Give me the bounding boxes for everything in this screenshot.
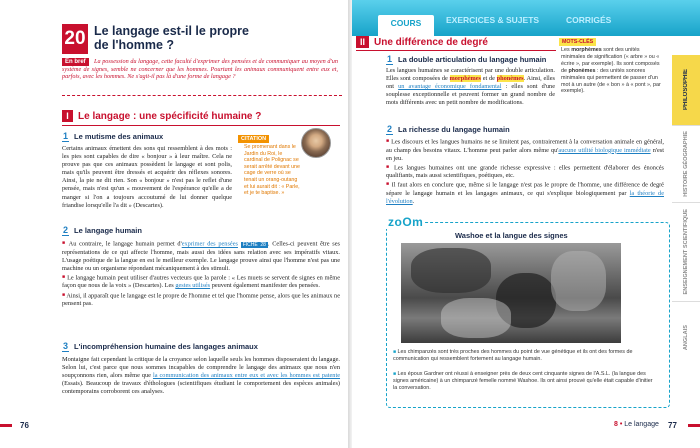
sub1-heading	[62, 131, 163, 142]
zoom-label: zoOm	[388, 215, 424, 229]
link-gestes[interactable]: gestes utilisés	[175, 282, 211, 290]
citation-box	[238, 128, 342, 216]
sub2-number: 2	[63, 225, 69, 235]
keyword-morphemes: morphèmes	[449, 75, 481, 83]
en-bref-label: En bref	[62, 58, 89, 66]
fiche-badge[interactable]: FICHE 28	[242, 241, 266, 248]
section-2-title: Une différence de degré	[374, 36, 488, 48]
side-tab-enseignement[interactable]: ENSEIGNEMENT SCIENTIFIQUE	[672, 202, 700, 301]
left-page-number: 76	[20, 421, 29, 430]
tab-cours[interactable]: COURS	[378, 15, 434, 36]
side-tab-anglais[interactable]: ANGLAIS	[672, 301, 700, 374]
sub2-text	[62, 240, 340, 308]
sub2-heading	[62, 225, 142, 236]
sub5-paragraph-2: ■ Les langues humaines ont une grande richesse expressive : elles permettent d'élaborer des énoncés qualifiants, mais aussi scientifiques, poétiques, etc.	[386, 164, 664, 180]
section-2-number: II	[356, 36, 369, 48]
side-tab-histoire[interactable]: HISTOIRE GÉOGRAPHIE	[672, 125, 700, 202]
citation-portrait	[301, 128, 331, 158]
sub2-paragraph-3: ■ Ainsi, il apparaît que le langage est le propre de l'homme et tel que l'homme pense, alors que les animaux ne pensent pas.	[62, 292, 340, 308]
mots-cles-label: MOTS-CLÉS	[559, 38, 596, 46]
sub1-text: Certains animaux émettent des sons qui ressemblent à des mots : les pies sont capables de dire « bonjour » à leur maître. Cela ne prouve pas que ces animaux possèdent le langage et sont polis, mais qu'ils peuvent être dressés et acquérir des réflexes sonores. Ainsi, la pie ne dit rien. Son « bonjour » n'est pas le reflet d'une pensée, mais n'est qu'un « mouvement de l'espérance qu'elle a de manger si l'on a toujours accoutumé de lui donner quelque friandise lorsqu'elle l'a dit » (Descartes).	[62, 145, 232, 209]
sub1-number: 1	[63, 131, 69, 141]
sub3-number: 3	[63, 341, 69, 351]
sub2-title: Le langage humain	[74, 226, 142, 235]
intro-text: La possession du langage, cette faculté d'exprimer des pensées et de communiquer au moyen d'un système de signes, semble ne concerner que les hommes. Pourtant les animaux communiquent entre eux et, parfois, avec les hommes. Ne s'agit-il pas là d'une forme de langage ?	[62, 58, 338, 81]
sub3-title: L'incompréhension humaine des langages animaux	[74, 342, 258, 351]
zoom-paragraph-2: ■ Les époux Gardner ont réussi à enseigner près de deux cent cinquante signes de l'A.S.L. (la langue des signes américaine) à un chimpanzé femelle nommé Washoe. Ils ont ainsi prouvé qu'elle était capable d'initier la conversation.	[393, 371, 653, 391]
link-exprimer-pensees[interactable]: exprimer des pensées	[181, 240, 238, 248]
sub4-heading	[386, 54, 546, 65]
section-2-underline	[356, 50, 556, 51]
sub5-number: 2	[387, 124, 393, 134]
right-page	[352, 0, 700, 448]
footer-chapter: 8 •	[614, 421, 625, 428]
sub5-title: La richesse du langage humain	[398, 125, 510, 134]
sub2-paragraph-2: ■ Le langage humain peut utiliser d'autres vecteurs que la parole : « Les muets se servent de signes en même façon que nous de la voix » (Descartes). Les gestes utilisés peuvent également manifester des pensées.	[62, 274, 340, 290]
left-footer-bar	[0, 424, 12, 427]
tab-exercices[interactable]: EXERCICES & SUJETS	[446, 15, 540, 25]
zoom-title: Washoe et la langue des signes	[455, 231, 568, 240]
citation-tag: CITATION	[238, 135, 269, 143]
sub1-title: Le mutisme des animaux	[74, 132, 164, 141]
left-page	[0, 0, 348, 448]
chapter-number: 20	[62, 24, 88, 54]
en-bref-box	[62, 58, 342, 96]
sub4-text: Les langues humaines se caractérisent par une double articulation. Elles sont composées de morphèmes et de phonèmes. Ainsi, elles ont un avantage économique fondamental : elles sont d'une souplesse exceptionnelle et peuvent former un grand nombre de mots différents avec un petit nombre de modifications.	[386, 67, 555, 107]
sub5-paragraph-1: ■ Les discours et les langues humains ne se limitent pas, contrairement à la conversation animale en général, au champ des besoins vitaux. L'homme peut parler alors même qu'aucune utilité biologique immédiate n'est en jeu.	[386, 138, 664, 162]
sub5-text	[386, 138, 664, 206]
keyword-phonemes: phonèmes	[496, 75, 524, 83]
section-1-underline	[62, 125, 340, 126]
sub5-paragraph-3: ■ Il faut alors en conclure que, même si le langage n'est pas le propre de l'homme, une différence de degré sépare le langage humain et les langages animaux, ce qui s'explique biologiquement par la théorie de l'évolution.	[386, 181, 664, 206]
sub4-number: 1	[387, 54, 393, 64]
link-avantage-economique[interactable]: un avantage économique fondamental	[398, 83, 502, 91]
link-theorie-evolution[interactable]: la théorie de l'évolution	[386, 190, 664, 206]
link-utilite-biologique[interactable]: aucune utilité biologique immédiate	[558, 146, 651, 154]
tab-corriges[interactable]: CORRIGÉS	[566, 15, 612, 25]
zoom-photo	[401, 243, 621, 343]
section-1-number: I	[62, 110, 73, 122]
right-page-number: 77	[668, 421, 677, 430]
footer-text: Le langage	[624, 421, 659, 428]
sub5-heading	[386, 124, 510, 135]
sub4-title: La double articulation du langage humain	[398, 55, 547, 64]
sub3-text: Montaigne fait cependant la critique de la croyance selon laquelle seuls les hommes disposeraient du langage. Selon lui, c'est parce que nous sommes incapables de comprendre le langage des animaux que nous n'en soupçonnons rien, alors même que la communication des animaux entre eux et avec les hommes est patente (Essais). Beaucoup de travaux d'éthologues (scientifiques étudiant le comportement des espèces animales) contemporains corroborent ces analyses.	[62, 356, 341, 396]
page-title: Le langage est-il le propre de l'homme ?	[94, 24, 249, 52]
mots-cles-box	[559, 38, 667, 132]
zoom-box	[386, 215, 670, 408]
zoom-paragraph-1: ■ Les chimpanzés sont très proches des hommes du point de vue génétique et ils ont des formes de communication qui ressemblent fortement au langage humain.	[393, 349, 633, 362]
link-communication-animaux[interactable]: la communication des animaux entre eux et avec les hommes est patente	[152, 372, 341, 380]
mots-cles-text: Les morphèmes sont des unités minimales de signification (« arbre » ou « écrire », par exemple). Ils sont composés de phonèmes : des unités sonores minimales qui permettent de passer d'un mot à un autre (de « bon » à « pont », par exemple).	[561, 47, 661, 95]
citation-text: Se promenant dans le Jardin du Roi, le cardinal de Polignac se serait arrêté devant une cage de verre où se tenait un orang-outang et lui aurait dit : « Parle, et je te baptise. »	[244, 144, 300, 197]
section-1-title: Le langage : une spécificité humaine ?	[78, 110, 262, 122]
sub3-heading	[62, 341, 258, 352]
section-2-heading	[356, 36, 488, 48]
sub2-paragraph-1: ■ Au contraire, le langage humain permet d'exprimer des pensées FICHE 28 . Celles-ci peuvent être ses représentations de ce qui affecte l'homme, mais aussi des idées sans relation avec ses impératifs vitaux. L'usage poétique de la langue en est le meilleur exemple. Le langage prouve ainsi que l'homme n'est pas une machine ou un organisme répondant mécaniquement à des stimuli.	[62, 240, 340, 272]
side-tabs	[672, 55, 700, 374]
side-tab-philosophie[interactable]: PHILOSOPHIE	[672, 55, 700, 125]
right-footer-bar	[688, 424, 700, 427]
right-footer	[614, 421, 659, 428]
section-1-heading	[62, 110, 261, 122]
